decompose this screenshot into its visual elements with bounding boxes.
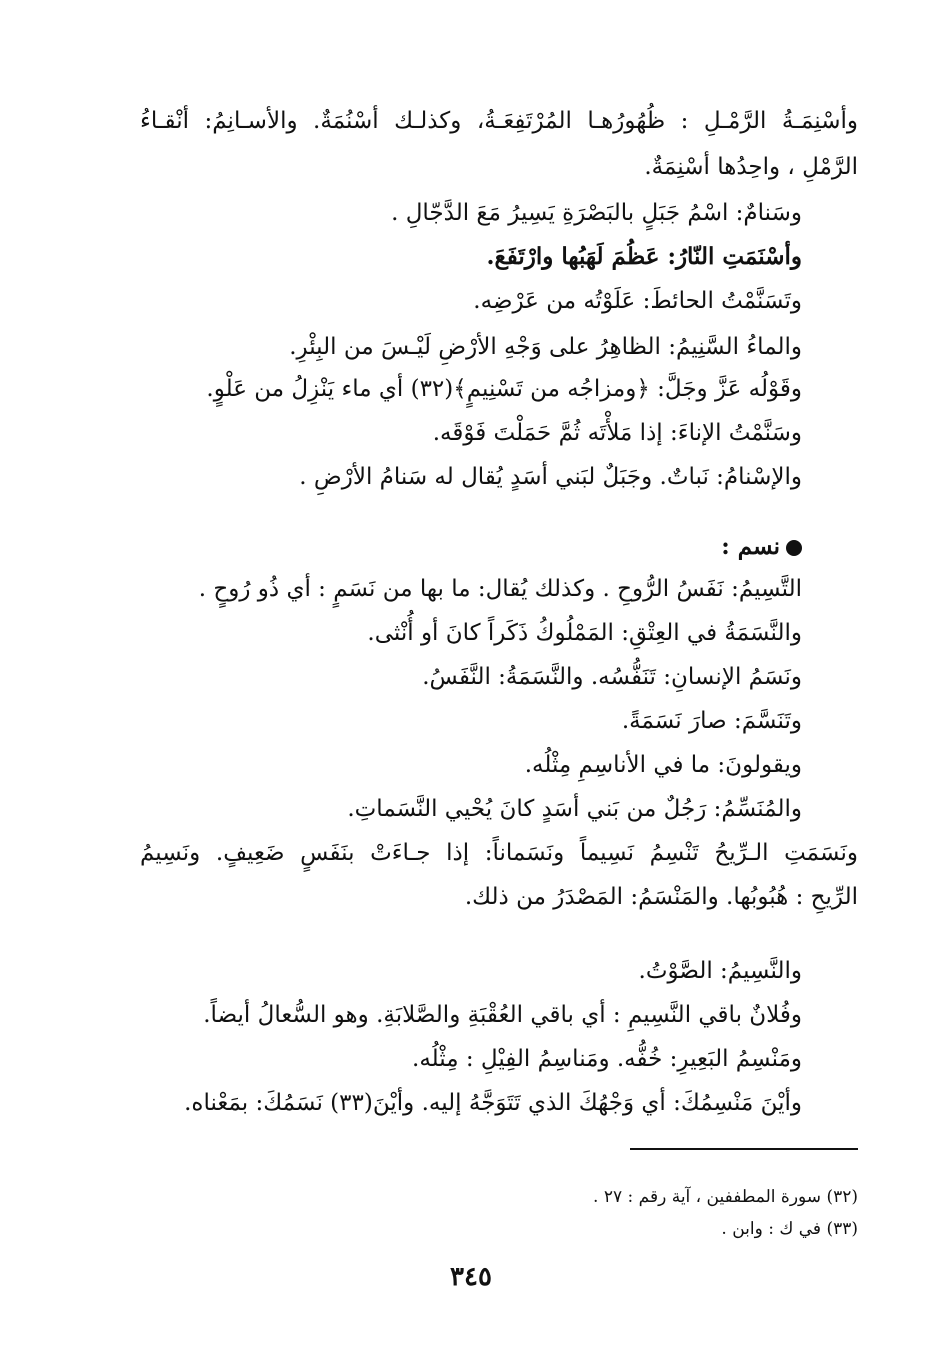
text-line-7: وقَوْلُه عَزَّ وجَلَّ: ﴿ومزاجُه من تَسْنِيمٍ﴾(٣٢) أي ماء يَنْزِلُ من عَلْوٍ. xyxy=(206,376,802,402)
text-line-9: والإسْنامُ: نَباتٌ. وجَبَلٌ لبَني أسَدٍ يُقال له سَنامُ الأرْضِ . xyxy=(299,464,802,490)
bullet-icon xyxy=(786,540,802,556)
text-line-12: ونَسَمُ الإنسانِ: تَنَفُّسُه. والنَّسَمَةُ: النَّفَسُ. xyxy=(422,664,802,690)
section-heading xyxy=(721,530,802,564)
text-line-16: ونَسَمَتِ الـرِّيحُ تَنْسِمُ نَسِيماً ونَسَماناً: إذا جـاءَتْ بنَفَسٍ ضَعِيفٍ. ونَسِيمُ xyxy=(140,840,858,866)
text-line-1: وأسْنِمَـةُ الرَّمْـلِ : ظُهُورُهـا المُرْتَفِعَـةُ، وكذلـك أسْنُمَةٌ. والأسـانِمُ: أنْقـاءُ xyxy=(140,108,858,134)
text-line-2: الرَّمْلِ ، واحِدُها أسْنِمَةٌ. xyxy=(644,154,858,180)
footnote-32: (٣٢) سورة المطففين ، آية رقم : ٢٧ . xyxy=(593,1187,858,1207)
text-line-8: وسَنَّمْتُ الإناءَ: إذا مَلأْتَه ثُمَّ حَمَلْتَ فَوْقَه. xyxy=(432,420,802,446)
text-line-11: والنَّسَمَةُ في العِتْقِ: المَمْلُوكُ ذَكَراً كانَ أو أُنْثى. xyxy=(367,620,802,646)
text-line-20: ومَنْسِمُ البَعِيرِ: خُفُّه. ومَناسِمُ الفِيْلِ : مِثْلُه. xyxy=(412,1046,802,1072)
text-line-13: وتَنَسَّمَ: صارَ نَسَمَةً. xyxy=(621,708,802,734)
footnote-33: (٣٣) في ك : وابن . xyxy=(721,1219,858,1239)
text-line-4: وأسْنَمَتِ النّارُ: عَظُمَ لَهَبُها وارْتَفَعَ. xyxy=(486,243,802,270)
text-line-21: وأيْنَ مَنْسِمُكَ: أي وَجْهُكَ الذي تَتَوَجَّهُ إليه. وأيْنَ(٣٣) نَسَمُكَ: بمَعْناه. xyxy=(184,1090,802,1116)
text-line-18: والنَّسِيمُ: الصَّوْتُ. xyxy=(638,958,802,984)
text-line-15: والمُنَسِّمُ: رَجُلٌ من بَني أسَدٍ كانَ يُحْيي النَّسَماتِ. xyxy=(347,796,802,822)
text-line-17: الرِّيحِ : هُبُوبُها. والمَنْسَمُ: المَصْدَرُ من ذلك. xyxy=(464,884,858,910)
footnote-separator xyxy=(630,1148,858,1150)
section-heading-text: نسم : xyxy=(721,533,780,560)
text-line-10: التَّسِيمُ: نَفَسُ الرُّوحِ . وكذلك يُقال: ما بها من نَسَمٍ : أي ذُو رُوحٍ . xyxy=(198,576,802,602)
text-line-5: وتَسَنَّمْتُ الحائطَ: عَلَوْتُه من عَرْضِه. xyxy=(473,288,802,314)
text-line-14: ويقولونَ: ما في الأناسِمِ مِثْلُه. xyxy=(524,752,802,778)
text-line-3: وسَنامٌ: اسْمُ جَبَلٍ بالبَصْرَةِ يَسِيرُ مَعَ الدَّجّالِ . xyxy=(391,200,802,226)
text-line-19: وفُلانٌ باقي النَّسِيمِ : أي باقي العُقْبَةِ والصَّلابَةِ. وهو السُّعالُ أيضاً. xyxy=(203,1002,802,1028)
text-line-6: والماءُ السَّنِيمُ: الظاهِرُ على وَجْهِ الأرْضِ لَيْـسَ من البِئْرِ. xyxy=(289,334,802,360)
page-number: ٣٤٥ xyxy=(450,1262,492,1292)
